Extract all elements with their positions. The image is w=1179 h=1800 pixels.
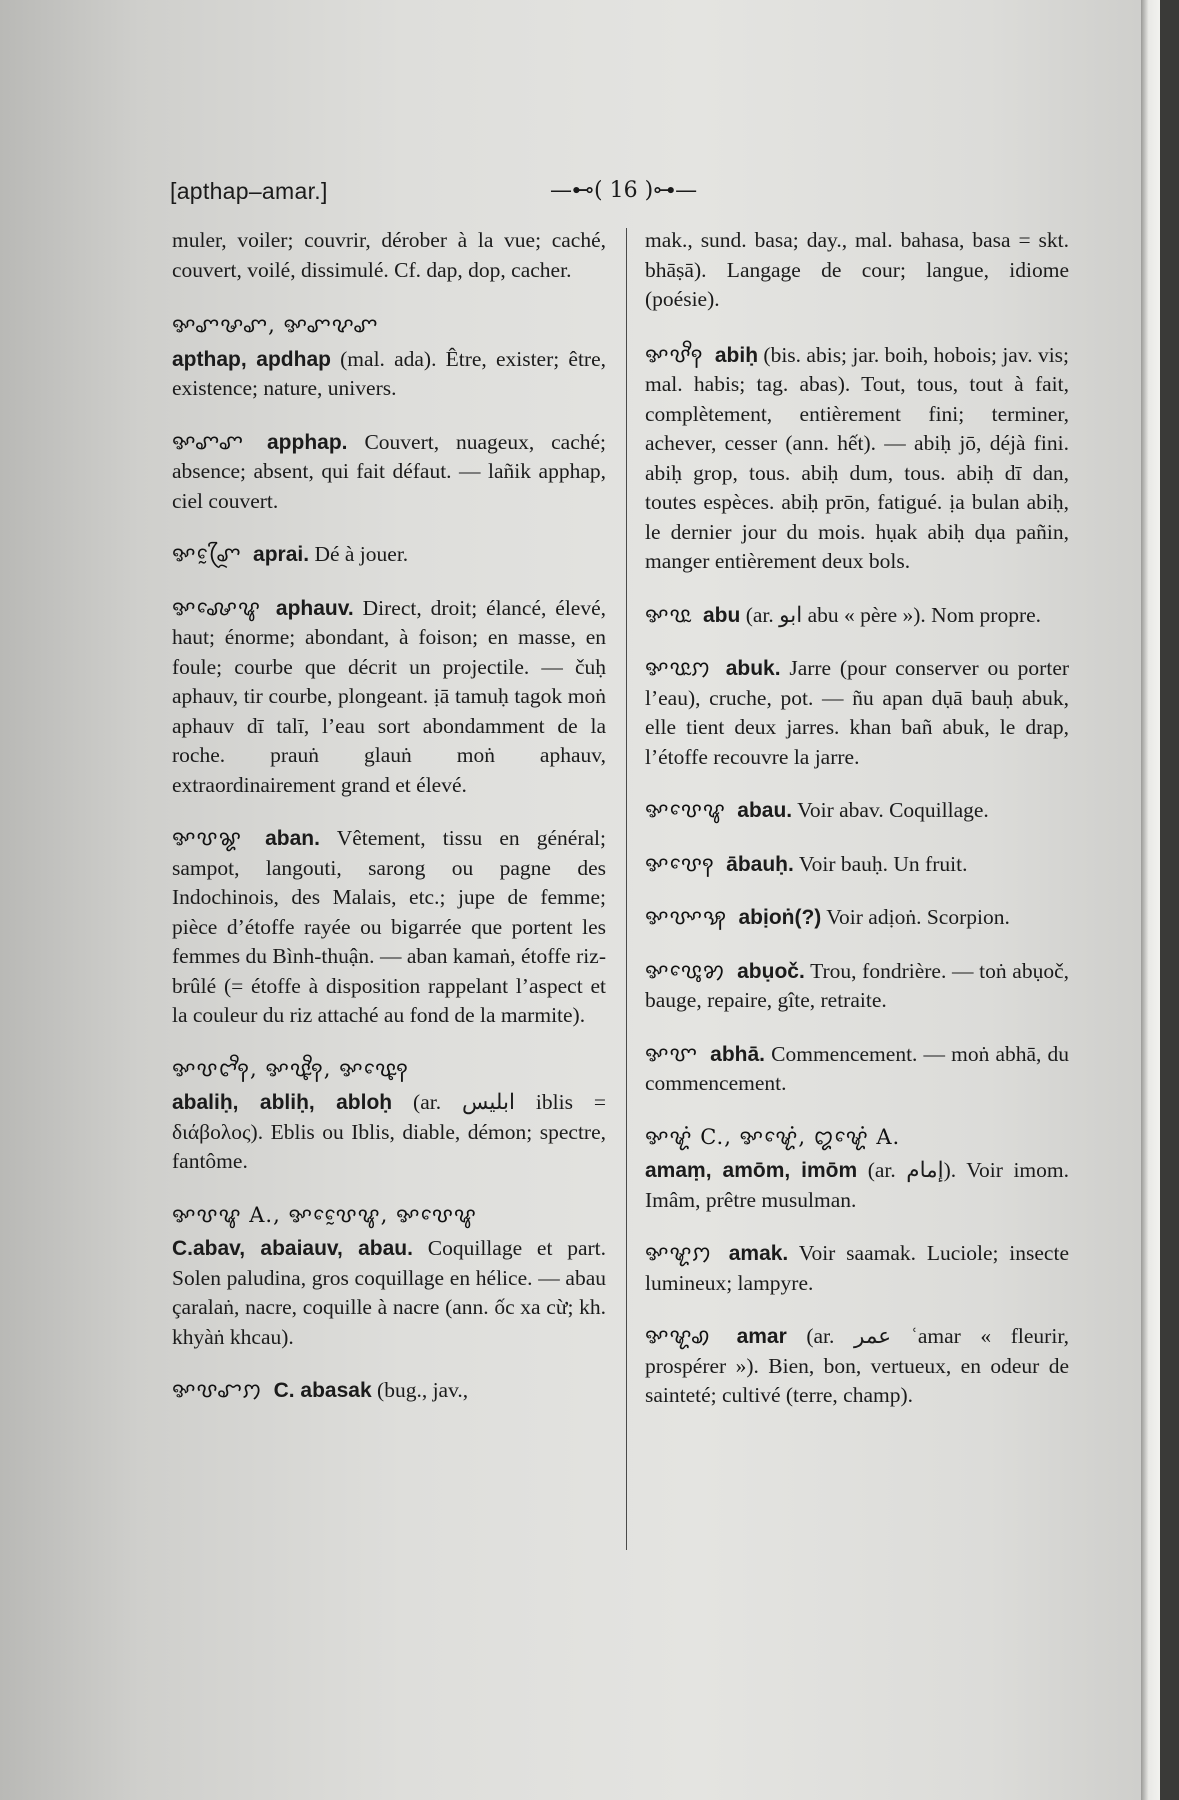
cham-script: ꨀꨝꨪꩍ xyxy=(645,342,704,367)
headword: amar xyxy=(736,1325,787,1348)
definition: Dé à jouer. xyxy=(314,542,409,566)
cham-script: ꨀꨚꨚ xyxy=(172,429,245,454)
dictionary-entry xyxy=(172,1201,606,1353)
definition: (ar. عمر ʿamar « fleurir, prospérer »). Bien, bon, vertueux, en odeur de sainteté; cultivé (terre, champ). xyxy=(645,1324,1069,1407)
dictionary-entry xyxy=(645,1322,1069,1411)
headword: amak. xyxy=(728,1242,789,1265)
cham-script: ꨀꨠꩉ xyxy=(645,1324,711,1348)
headword: abuk. xyxy=(725,657,781,680)
headword: aphauv. xyxy=(275,596,354,620)
definition: (bug., jav., xyxy=(377,1378,469,1402)
headword: aban. xyxy=(265,827,320,850)
dictionary-entry xyxy=(645,654,1069,772)
headword: abụoč. xyxy=(737,959,805,983)
definition: Voir abav. Coquillage. xyxy=(797,798,989,822)
definition: Commencement. — moṅ abhā, du commencement. xyxy=(645,1041,1070,1095)
definition: (ar. ابليس iblis = διάβολος). Eblis ou Iblis, diable, démon; spectre, fantôme. xyxy=(172,1090,606,1173)
definition: (bis. abis; jar. boih, hobois; jav. vis; mal. habis; tag. abas). Tout, tous, tout à fait, complètement, entièrement fini; terminer, achever, cesser (ann. hết). — abiḥ jō, déjà fini. abiḥ grop, tous. abiḥ dum, tous. abiḥ dī dan, toutes espèces. abiḥ prōn, fatigué. ịa bulan abiḥ, le dernier jour du mois. hụak abiḥ dụa pañin, manger entièrement deux bols. xyxy=(645,342,1070,573)
headword: abu xyxy=(702,603,741,627)
headword: C.abav, abaiauv, abau. xyxy=(172,1237,413,1260)
headword: abiḥ xyxy=(714,343,759,367)
cham-script: ꨀꨝꨯꨥ xyxy=(645,798,726,822)
headword: abau. xyxy=(737,799,793,822)
dictionary-entry xyxy=(645,903,1069,933)
definition: Voir adịoṅ. Scorpion. xyxy=(826,905,1010,929)
headword: abhā. xyxy=(710,1042,766,1066)
headword: apphap. xyxy=(267,430,348,454)
cham-script: ꨀꨚꨴꨰ xyxy=(172,542,242,566)
headword: abaliḥ, abliḥ, abloḥ xyxy=(172,1091,393,1114)
dictionary-entry xyxy=(645,850,1069,880)
definition: Coquillage et part. Solen paludina, gros coquillage en hélice. — abau çaralaṅ, nacre, coquille à nacre (ann. ốc xa cừ; kh. khyàṅ khcau). xyxy=(172,1236,607,1349)
definition: Voir saamak. Luciole; insecte lumineux; lampyre. xyxy=(645,1241,1069,1295)
cham-script: ꨀꨝꨯꩍ xyxy=(645,851,715,876)
dictionary-entry xyxy=(645,1239,1069,1298)
definition: Trou, fondrière. — toṅ abụoč, bauge, repaire, gîte, retraite. xyxy=(645,958,1069,1012)
cham-script: ꨀꨝꨘ xyxy=(172,826,242,850)
dictionary-entry xyxy=(172,428,606,517)
cham-script: ꨀꨝꨶꨯꩄ xyxy=(645,958,726,983)
dictionary-entry xyxy=(172,311,606,404)
left-column xyxy=(172,226,606,1430)
cham-script: ꨀꨝꨭꩀ xyxy=(645,656,711,680)
continuation-text: mak., sund. basa; day., mal. bahasa, basa = skt. bhāṣā). Langage de cour; langue, idiome (poésie). xyxy=(645,228,1069,311)
dictionary-entry xyxy=(645,1123,1069,1216)
definition: (ar. إمام). Voir imom. Imâm, prêtre musulman. xyxy=(645,1158,1069,1212)
dictionary-entry xyxy=(172,540,606,570)
dictionary-entry xyxy=(645,796,1069,826)
cham-script: ꨀꨞ xyxy=(645,1041,699,1066)
dictionary-entry xyxy=(645,957,1069,1016)
cham-script: ꨀꨝꨥ A., ꨀꨝꨰꨯꨥ, ꨀꨝꨯꨥ xyxy=(172,1202,477,1227)
dictionary-entry xyxy=(645,601,1069,631)
definition: (mal. ada). Être, exister; être, existence; nature, univers. xyxy=(172,346,606,400)
definition: Vêtement, tissu en général; sampot, langouti, sarong ou pagne des Indochinois, des Malais, etc.; jupe de femme; pièce d’étoffe rayée ou bigarrée que portent les femmes du Bình-thuận. — aban kamaṅ, étoffe riz-brûlé (= étoffe à disposition rappelant l’aspect et la couleur du riz attaché au fond de la marmite). xyxy=(172,826,606,1027)
headword: abịoṅ(?) xyxy=(738,906,822,929)
definition: Direct, droit; élancé, élevé, haut; énorme; abondant, à foison; en masse, en foule; courbe que décrit un projectile. — čuḥ aphauv, tir courbe, plongeant. ịā tamuḥ tagok moṅ aphauv dī talī, l’eau sort abondamment de la roche. prauṅ glauṅ moṅ aphauv, extraordinairement grand et élevé. xyxy=(172,595,607,797)
dictionary-entry xyxy=(172,594,606,801)
cham-script: ꨀꨠꩀ xyxy=(645,1241,712,1265)
cham-script: ꨀꨝꨤꨪꩍ, ꨀꨝꨵꨪꩍ, ꨀꨝꨵꨯꩍ xyxy=(172,1056,409,1081)
dictionary-entry xyxy=(172,1055,606,1177)
definition: (ar. ابو abu « père »). Nom propre. xyxy=(745,602,1042,627)
cham-script: ꨀꨜꨯꨥ xyxy=(172,595,261,620)
page-number: —⊷( 16 )⊶— xyxy=(550,178,698,203)
headword: ābauḥ. xyxy=(726,852,794,876)
cham-script: ꨀꨚꨔꨚ, ꨀꨚꨖꨚ xyxy=(172,313,379,337)
column-rule xyxy=(626,228,627,1550)
page-edge xyxy=(1141,0,1160,1800)
header-range: [apthap–amar.] xyxy=(170,178,328,204)
dictionary-entry xyxy=(172,824,606,1031)
dictionary-entry xyxy=(645,341,1069,577)
definition: Couvert, nuageux, caché; absence; absent, qui fait défaut. — lañik apphap, ciel couvert. xyxy=(172,429,607,513)
headword: amaṃ, amōm, imōm xyxy=(645,1159,858,1182)
cham-script: ꨀꨝꨭ xyxy=(645,602,692,627)
cham-script: ꨀꨝꨳꩂ xyxy=(645,905,728,929)
cham-script: ꨀꨝꨧꩀ xyxy=(172,1378,263,1402)
continuation-text: muler, voiler; couvrir, dérober à la vue; caché, couvert, voilé, dissimulé. Cf. dap, dop, cacher. xyxy=(172,228,606,282)
running-header xyxy=(170,178,1070,218)
dictionary-entry xyxy=(645,1040,1069,1099)
definition: Voir bauḥ. Un fruit. xyxy=(798,851,968,876)
headword: aprai. xyxy=(253,543,310,566)
headword: apthap, apdhap xyxy=(172,347,331,371)
headword: C. abasak xyxy=(273,1379,372,1402)
definition: Jarre (pour conserver ou porter l’eau), cruche, pot. — ñu apan dụā bauḥ abuk, elle tient deux jarres. khan bañ abuk, le drap, l’étoffe recouvre la jarre. xyxy=(645,656,1070,769)
dictionary-entry xyxy=(172,1376,606,1406)
cham-script: ꨀꨠꩌ C., ꨀꨠꨯꩌ, ꨁꨠꨯꩌ A. xyxy=(645,1124,901,1149)
right-column xyxy=(645,226,1069,1435)
